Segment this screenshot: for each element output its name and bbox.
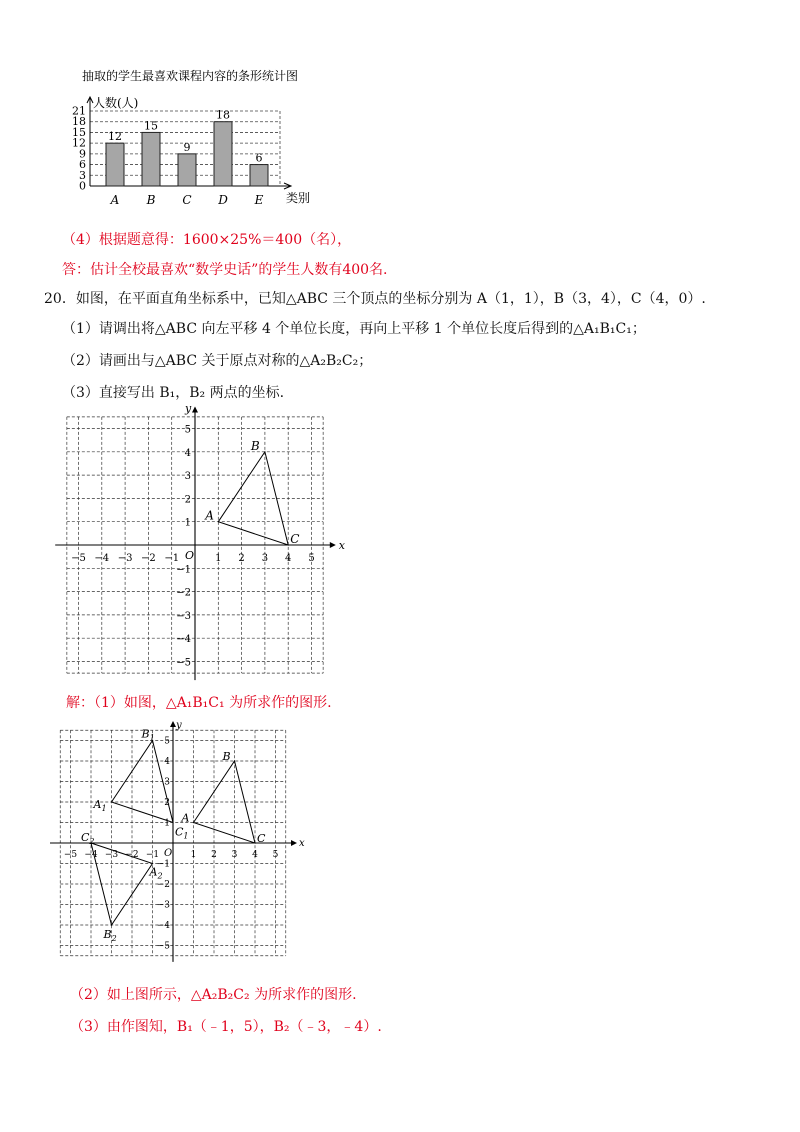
- y-tick-label: 2: [164, 798, 170, 808]
- bar-chart: [60, 65, 320, 215]
- subscript: 1: [183, 831, 189, 841]
- x-axis-name: x: [299, 838, 305, 849]
- q20-part2: （2）请画出与△ABC 关于原点对称的△A₂B₂C₂；: [62, 353, 373, 369]
- y-tick-label: 5: [164, 736, 170, 747]
- y-tick-label: 6: [79, 158, 86, 172]
- q20-number: 20．: [44, 291, 76, 307]
- bar-value-label: 12: [108, 130, 122, 144]
- y-tick-label: 5: [184, 424, 191, 436]
- x-tick-label: 1: [190, 850, 197, 860]
- category-label: A: [110, 193, 120, 207]
- subscript: 1: [101, 804, 107, 813]
- solution-part3: （3）由作图知，B₁（﹣1，5），B₂（﹣3，﹣4）.: [70, 1019, 382, 1035]
- y-tick-label: −3: [156, 900, 170, 911]
- y-tick-label: 3: [164, 777, 170, 788]
- category-label: D: [218, 193, 228, 207]
- bar-value-label: 15: [144, 119, 158, 133]
- label-c1: $C_1$: [175, 825, 189, 841]
- subscript: 2: [111, 934, 117, 943]
- coordinate-grid-2: [60, 720, 305, 960]
- x-tick-label: 5: [272, 850, 279, 860]
- y-tick-label: −5: [176, 657, 191, 669]
- x-tick-label: 4: [252, 850, 258, 860]
- y-tick-label: 4: [164, 757, 170, 767]
- y-tick-label: 21: [72, 104, 86, 118]
- subscript: 1: [149, 733, 155, 743]
- x-axis-name: x: [338, 539, 346, 552]
- y-tick-label: −2: [176, 587, 191, 599]
- x-tick-label: 4: [285, 553, 292, 564]
- y-tick-label: −5: [156, 941, 170, 952]
- category-label: B: [146, 193, 156, 207]
- y-tick-label: 1: [164, 818, 170, 829]
- x-tick-label: −1: [145, 850, 160, 860]
- x-tick-label: −2: [125, 850, 139, 860]
- bar: [250, 165, 268, 186]
- coordinate-grid-1: [60, 402, 350, 675]
- subscript: 2: [157, 871, 163, 881]
- y-tick-label: 4: [184, 447, 191, 459]
- y-tick-label: −3: [176, 610, 191, 622]
- q20-part3: （3）直接写出 B₁，B₂ 两点的坐标.: [62, 385, 285, 401]
- category-label: C: [182, 193, 192, 207]
- solution-part1: 解：（1）如图，△A₁B₁C₁ 为所求作的图形.: [66, 695, 332, 711]
- x-axis-arrow: [330, 542, 336, 548]
- bar: [214, 122, 232, 186]
- answer4-line1: （4）根据题意得：1600×25%＝400（名），: [62, 232, 352, 248]
- label-a: A: [205, 508, 214, 523]
- x-tick-label: −1: [164, 553, 180, 564]
- label-b: B: [222, 750, 231, 763]
- y-tick-label: 3: [184, 471, 191, 483]
- y-tick-label: −4: [176, 634, 191, 646]
- q20-part1: （1）请调出将△ABC 向左平移 4 个单位长度，再向上平移 1 个单位长度后得到的△A₁B₁C₁；: [62, 321, 646, 337]
- y-tick-label: 18: [72, 115, 86, 129]
- bar: [178, 154, 196, 186]
- x-tick-label: 3: [261, 553, 269, 564]
- category-label: E: [254, 193, 264, 207]
- x-tick-label: −2: [141, 553, 156, 564]
- bar-value-label: 6: [255, 151, 263, 165]
- y-axis-name: y: [176, 720, 182, 732]
- y-tick-label: 2: [184, 494, 191, 506]
- q20-stem: [44, 289, 706, 309]
- x-tick-label: −5: [63, 850, 78, 860]
- y-axis-label: 人数(人): [93, 96, 139, 110]
- y-tick-label: 0: [79, 179, 86, 193]
- y-tick-label: −1: [176, 564, 191, 576]
- x-tick-label: 2: [238, 553, 245, 564]
- y-tick-label: −2: [156, 880, 170, 890]
- y-tick-label: −4: [156, 921, 170, 931]
- label-b: B: [250, 438, 260, 453]
- label-a2: $A_2$: [149, 865, 163, 881]
- label-c2: $C_2$: [81, 831, 95, 846]
- label-c: C: [257, 832, 266, 845]
- label-c: C: [290, 532, 300, 546]
- y-tick-label: −1: [156, 859, 170, 870]
- y-axis-arrow: [192, 407, 198, 413]
- y-tick-label: 1: [184, 517, 191, 529]
- y-tick-label: 9: [79, 147, 86, 161]
- q20-stem-text: 如图，在平面直角坐标系中，已知△ABC 三个顶点的坐标分别为 A（1，1），B（3，4），C（4，0）.: [75, 291, 706, 307]
- x-axis-arrow: [291, 840, 297, 846]
- x-tick-label: −4: [94, 553, 110, 564]
- bar-value-label: 9: [183, 140, 191, 154]
- y-tick-label: 12: [72, 136, 86, 150]
- chart-title: 抽取的学生最喜欢课程内容的条形统计图: [82, 69, 299, 83]
- y-tick-label: 15: [72, 125, 86, 139]
- subscript: 2: [89, 837, 95, 846]
- solution-part2: （2）如上图所示，△A₂B₂C₂ 为所求作的图形.: [70, 987, 357, 1003]
- label-b2: $B_2$: [103, 928, 117, 943]
- x-axis-label: 类别: [286, 191, 311, 205]
- label-b1: $B_1$: [141, 727, 155, 743]
- bar-value-label: 18: [216, 108, 230, 122]
- x-tick-label: −3: [117, 553, 133, 564]
- x-tick-label: −4: [84, 850, 98, 860]
- bar: [106, 143, 124, 186]
- x-tick-label: −5: [71, 553, 86, 564]
- x-tick-label: 5: [308, 553, 315, 564]
- x-tick-label: 1: [215, 553, 222, 564]
- origin-label: O: [164, 848, 173, 859]
- label-a1: $A_1$: [93, 798, 107, 813]
- x-tick-label: 3: [231, 850, 238, 860]
- x-tick-label: −3: [104, 850, 119, 860]
- y-axis-name: y: [185, 402, 192, 416]
- bar: [142, 132, 160, 186]
- label-a: A: [181, 811, 190, 825]
- origin-label: O: [185, 549, 195, 562]
- answer4-line2: 答：估计全校最喜欢“数学史话”的学生人数有400名.: [62, 262, 388, 278]
- y-tick-label: 3: [79, 168, 86, 182]
- x-tick-label: 2: [211, 850, 217, 860]
